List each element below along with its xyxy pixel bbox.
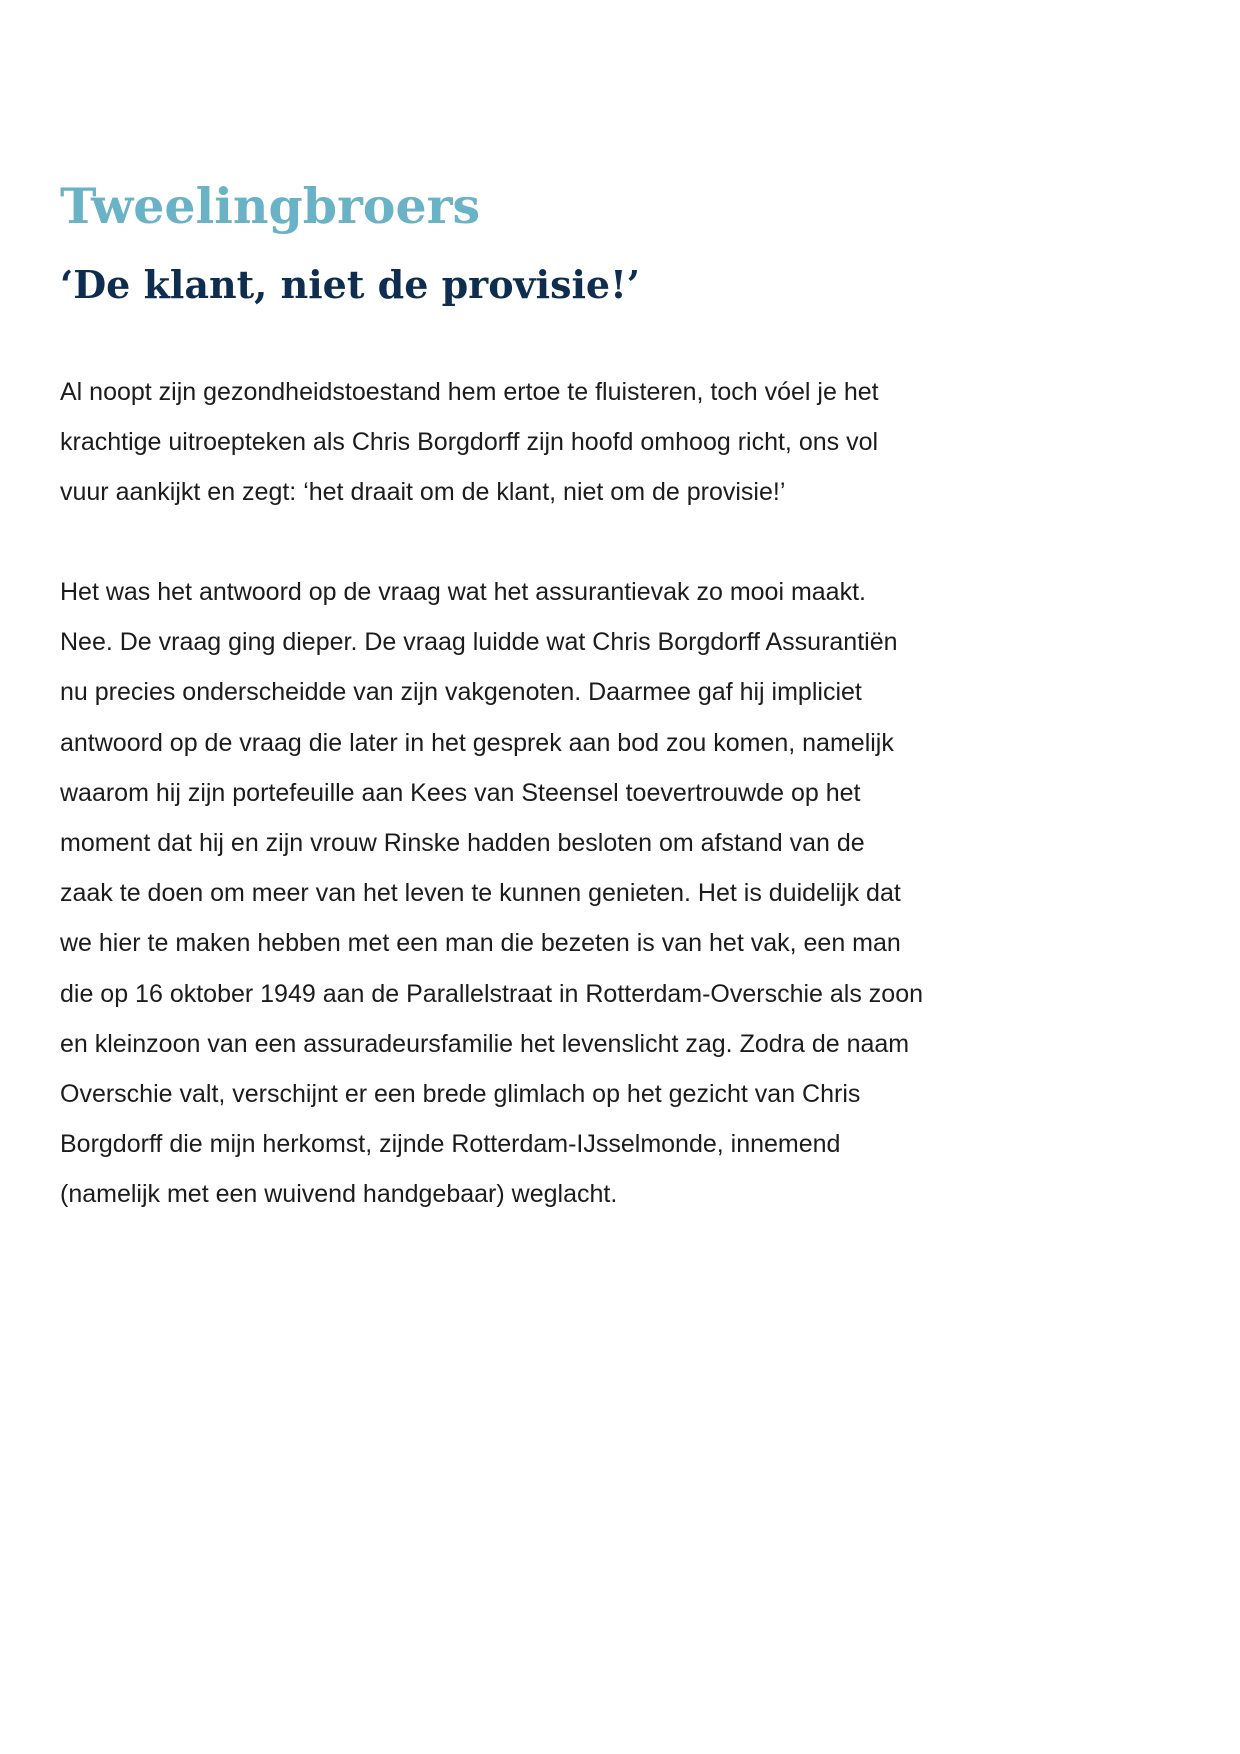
paragraph-line: Nee. De vraag ging dieper. De vraag luidde wat Chris Borgdorff Assurantiën [60,628,898,657]
paragraph-line: die op 16 oktober 1949 aan de Parallelstraat in Rotterdam-Overschie als zoon [60,979,924,1008]
paragraph-line: en kleinzoon van een assuradeursfamilie het levenslicht zag. Zodra de naam [60,1029,910,1058]
paragraph-line: waarom hij zijn portefeuille aan Kees van Steensel toevertrouwde op het [60,778,861,807]
paragraph-line: Het was het antwoord op de vraag wat het assurantievak zo mooi maakt. [60,578,866,606]
article-subtitle: ‘De klant, niet de provisie!’ [60,262,640,307]
paragraph-line: zaak te doen om meer van het leven te kunnen genieten. Het is duidelijk dat [60,879,901,908]
paragraph-line: krachtige uitroepteken als Chris Borgdorff zijn hoofd omhoog richt, ons vol [60,428,879,457]
paragraph-line: Borgdorff die mijn herkomst, zijnde Rotterdam-IJsselmonde, innemend [60,1130,841,1159]
paragraph-line: Overschie valt, verschijnt er een brede glimlach op het gezicht van Chris [60,1080,861,1109]
paragraph-line: moment dat hij en zijn vrouw Rinske hadden besloten om afstand van de [60,829,865,858]
paragraph-line: antwoord op de vraag die later in het gesprek aan bod zou komen, namelijk [60,728,894,757]
paragraph-line: Al noopt zijn gezondheidstoestand hem ertoe te fluisteren, toch vóel je het [60,378,879,406]
paragraph-line: nu precies onderscheidde van zijn vakgenoten. Daarmee gaf hij impliciet [60,678,862,707]
paragraph-line: vuur aankijkt en zegt: ‘het draait om de klant, niet om de provisie!’ [60,478,786,507]
paragraph-body [60,567,1060,1220]
article-title: Tweelingbroers [60,177,481,235]
paragraph-line: we hier te maken hebben met een man die bezeten is van het vak, een man [60,929,901,958]
paragraph-line: (namelijk met een wuivend handgebaar) weglacht. [60,1180,618,1209]
paragraph-intro [60,367,1060,518]
